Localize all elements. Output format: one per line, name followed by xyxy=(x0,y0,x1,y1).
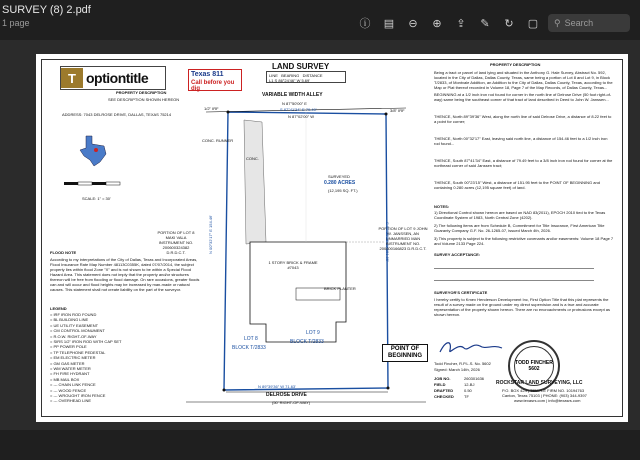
portion-lot-9: PORTION OF LOT 9 JOHN W. JANSSEN, AN UNMARRIED MAN INSTRUMENT NO. 200600166823 D.R.D.C.T. xyxy=(378,226,428,251)
texas-map-icon xyxy=(76,132,112,168)
surveyor-cert-text: I hereby certify to Kmex Henderson Development Inc, First Option Title that this plat represents the result of a survey made on the ground under my direct supervision and is a true and accurate representation of the property shown hereon. There are no encroachments or protrusions except as shown hereon. xyxy=(434,297,611,317)
list-item: THENCE, North 00°32'17" East, leaving said north line, a distance of 154.46 feet to a 1/2 inch iron rod found... xyxy=(434,136,608,146)
surveyor-cert-heading: SURVEYOR'S CERTIFICATE xyxy=(434,290,488,295)
surveyor-name: Todd Fincher, R.P.L.S. No. 5602 xyxy=(434,361,491,366)
list-item: = TP TELEPHONE PEDESTAL xyxy=(50,349,106,355)
pdf-page xyxy=(36,54,628,422)
property-desc-label: PROPERTY DESCRIPTION xyxy=(116,90,167,95)
sidebar-icon[interactable]: ▤ xyxy=(383,17,395,30)
list-item: = --- CHAIN LINK FENCE xyxy=(50,382,96,388)
lot-8-label: LOT 8 xyxy=(244,336,258,342)
desc-heading: PROPERTY DESCRIPTION xyxy=(490,62,541,67)
job-value: 12-BJ xyxy=(464,382,475,387)
job-label: CHECKED xyxy=(434,394,454,399)
job-value: TF xyxy=(464,394,469,399)
zoom-in-icon[interactable]: ⊕ xyxy=(432,17,442,30)
texas-811-text: Texas 811 xyxy=(191,71,224,78)
list-item: THENCE, South 87°41'34" East, a distance of 79.49 feet to a 3/8 inch iron rod found for corner at the northeast corner of said Janssen tract; xyxy=(434,158,613,168)
list-item: = --- OVERHEAD LINE xyxy=(50,398,92,404)
list-item: = UE UTILITY EASEMENT xyxy=(50,322,99,328)
iron-rod-ne: 3/8" IRF xyxy=(390,108,405,113)
house-label: 1 STORY BRICK & FRAME #7043 xyxy=(268,260,318,270)
bearing-west: N 00°32'17" E 154.46' xyxy=(208,214,213,254)
markup-icon[interactable]: ✎ xyxy=(480,17,490,30)
toolbar xyxy=(358,16,540,30)
list-item: = WM WATER METER xyxy=(50,366,91,371)
texas-811-tagline: Call before you dig xyxy=(191,80,235,92)
firm-line-1: P.O. BOX 424 | TEMPLE FIRM NO. 10194763 xyxy=(502,388,585,393)
option-title-wordmark: optiontitle xyxy=(86,70,149,86)
scale-bar xyxy=(62,178,122,194)
conc-label: CONC. xyxy=(246,156,259,161)
list-item: Being a tract or parcel of land lying and situated in the Anthony G. Hale Survey, Abstract No. 592, located in the City of Dallas, Dallas County, Texas, same being a portion of Lot 8 and Lot 9, in Block T/2833, of Montvale Addition, an Addition to the City of Dallas, Dallas County, Texas, according to the Map or Plat thereof recorded in Volume 18, Page 7 of the Map Records, of Dallas County, Texas... xyxy=(434,70,613,90)
zoom-out-icon[interactable]: ⊖ xyxy=(408,17,418,30)
list-item: = R.O.W. RIGHT-OF-WAY xyxy=(50,333,97,339)
window-subtitle: 1 page xyxy=(2,18,30,28)
bearing-top: S 87°41'34" E 79.49' xyxy=(280,107,317,112)
window-bottom-bar xyxy=(0,430,640,460)
job-value: 260301636 xyxy=(464,376,485,381)
block-9-label: BLOCK T/2833 xyxy=(290,339,324,345)
job-label: JOB NO. xyxy=(434,376,451,381)
rotate-icon[interactable]: ↻ xyxy=(504,17,514,30)
notes-heading: NOTES: xyxy=(434,204,450,209)
legend-title: LEGEND xyxy=(50,306,67,311)
window-titlebar xyxy=(0,0,640,40)
bearing-east: S 00°23'15" W 151.95' xyxy=(385,222,390,262)
line-table-header: LINE BEARING DISTANCE xyxy=(269,73,323,78)
scale-label: SCALE: 1" = 30' xyxy=(82,196,111,201)
list-item: 3) This property is subject to the following restrictive covenants and/or easements: Volume 18 Page 7 and Volume 2133 Page 224. xyxy=(434,236,614,246)
acceptance-heading: SURVEY ACCEPTANCE: xyxy=(434,252,481,257)
portion-lot-8: PORTION OF LOT 8 MAKI VALA INSTRUMENT NO. 200600324382 D.R.D.C.T. xyxy=(157,230,195,255)
alley-label: VARIABLE WIDTH ALLEY xyxy=(262,92,323,98)
flood-note-title: FLOOD NOTE xyxy=(50,250,77,255)
firm-line-3: www.texasrs.com | info@texasrs.com xyxy=(514,398,581,403)
street-row: (50' RIGHT-OF-WAY) xyxy=(272,400,311,405)
acreage: 0.280 ACRES xyxy=(324,180,356,186)
lot-9-label: LOT 9 xyxy=(306,330,320,336)
address: ADDRESS: 7043 DELROSE DRIVE, DALLAS, TEXAS 75214 xyxy=(62,112,172,117)
option-title-mark: T xyxy=(61,68,83,88)
search-placeholder: Search xyxy=(564,18,594,28)
list-item: = --- WROUGHT IRON FENCE xyxy=(50,393,106,398)
window-title: SURVEY (8) 2.pdf xyxy=(2,4,91,16)
list-item: 2) The following items are from Schedule B, Commitment for Title Insurance, First American Title Guaranty Company G.F. No. 26-1265-07, issued March 4th, 2026. xyxy=(434,223,605,233)
list-item: = BL BUILDING LINE xyxy=(50,317,89,323)
list-item: = CM CONTROL MONUMENT xyxy=(50,328,105,334)
list-item: = MB MAIL BOX xyxy=(50,376,80,382)
line-table-row: L1 S 86°24'46" W 5.69' xyxy=(269,78,311,83)
job-label: DRAFTED xyxy=(434,388,454,393)
bearing-top-c: N 87°02'00" W xyxy=(288,114,315,119)
search-field[interactable] xyxy=(548,14,630,32)
list-item: = IRF IRON ROD FOUND xyxy=(50,312,97,317)
square-feet: (12,195 SQ. FT.) xyxy=(328,188,358,193)
survey-title: LAND SURVEY xyxy=(272,62,330,71)
firm-line-2: Canton, Texas 75103 | PHONE: (903) 344-9397 xyxy=(502,393,587,398)
list-item: BEGINNING at a 1/2 inch iron rod found for corner in the north line of Delrose Drive (50 foot right-of-way) same being the southeast corner of that tract of land described in Deed to John W. Janssen... xyxy=(434,92,612,102)
seal-text: TODD FINCHER 5602 xyxy=(514,346,554,386)
job-label: FIELD xyxy=(434,382,446,387)
list-item: THENCE, South 00°23'15" West, a distance of 151.95 feet to the POINT OF BEGINNING and containing 0.280 acres (12,195 square feet) of land. xyxy=(434,180,600,190)
surveyed-label: SURVEYED xyxy=(328,174,350,179)
surveyor-signature xyxy=(436,336,506,358)
line-table xyxy=(266,71,346,83)
brick-planter: BRICK PLANTER xyxy=(324,286,356,291)
list-item: = SIRS 1/2" IRON ROD WITH CAP SET xyxy=(50,339,122,344)
list-item: 1) Directional Control shown hereon are based on NAD 83(2011), EPOCH 2010 tied to the Texas Coordinate System of 1983, North Central Zone (4202). xyxy=(434,210,606,220)
list-item: THENCE, North 89°39'36" West, along the north line of said Delrose Drive, a distance of 8.22 feet to a point for corner; xyxy=(434,114,612,124)
point-of-beginning: POINT OF BEGINNING xyxy=(382,344,428,362)
share-icon[interactable]: ⇪ xyxy=(456,17,466,30)
texas-811-logo xyxy=(188,69,242,91)
signed-date: Signed: March 14th, 2026 xyxy=(434,367,480,372)
list-item: = PP POWER POLE xyxy=(50,344,87,350)
acceptance-line-1 xyxy=(434,268,594,269)
conc-runner: CONC. RUNNER xyxy=(202,138,234,143)
firm-name: ROCKSTAR LAND SURVEYING, LLC xyxy=(496,380,583,386)
see-description: SEE DESCRIPTION SHOWN HEREON xyxy=(108,97,180,102)
street-name: DELROSE DRIVE xyxy=(266,392,307,398)
block-8-label: BLOCK T/2833 xyxy=(232,345,266,351)
option-title-logo xyxy=(60,66,166,90)
list-item: = GM GAS METER xyxy=(50,360,85,366)
bearing-top-b: N 87°50'00" E xyxy=(282,101,307,106)
acceptance-line-2 xyxy=(434,280,594,281)
list-item: = EM ELECTRIC METER xyxy=(50,355,96,361)
list-item: = --- WOOD FENCE xyxy=(50,387,87,393)
expand-icon[interactable]: ▢ xyxy=(527,17,539,30)
job-value: 0.50 xyxy=(464,388,472,393)
search-icon: ⚲ xyxy=(554,17,561,28)
info-icon[interactable]: ⓘ xyxy=(359,18,371,30)
list-item: = FH FIRE HYDRANT xyxy=(50,371,90,377)
iron-rod-nw: 1/2" IRF xyxy=(204,106,219,111)
bearing-south: N 89°39'36" W 71.63' xyxy=(258,384,296,389)
flood-note-text: According to my interpretations of the City of Dallas, Texas and Incorporated Areas, Flood Insurance Rate Map Number 48113C0355K, dated 07/07/2014, the subject property lies within flood Zone "X" and is not shown to be within a Special Flood Hazard Area. This statement does not imply that the property and/or structures thereon will be free from flooding or flood damage. On rare occasions, greater floods can and will occur and flood heights may be increased by man-made or natural causes. This statement shall not create liability on the part of the surveyor. xyxy=(50,257,200,292)
